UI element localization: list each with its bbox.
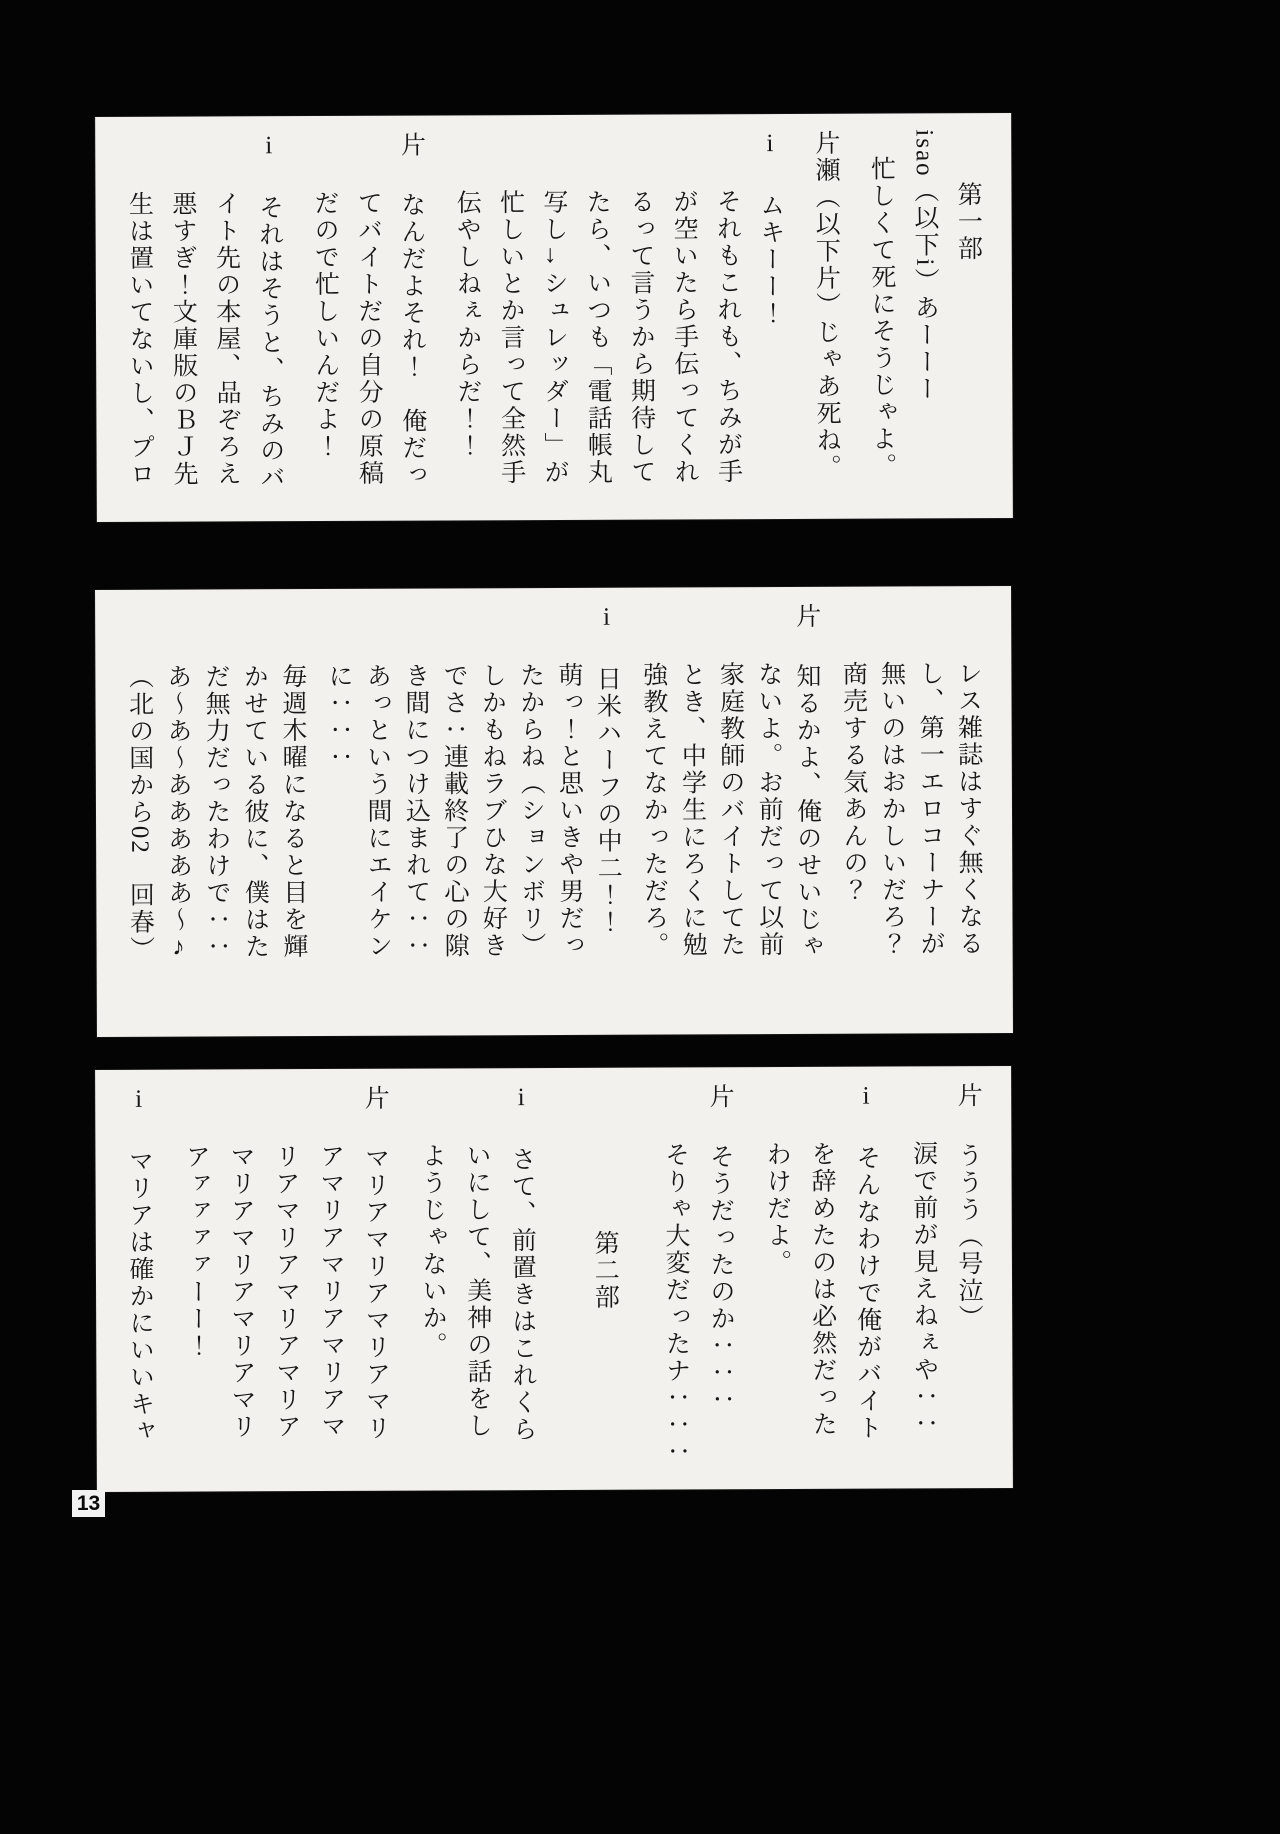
- text-column: そりゃ大変だったナ：：：: [661, 1141, 690, 1466]
- speaker-label: i: [255, 132, 283, 162]
- text-column: とき、中学生にろくに勉: [677, 661, 707, 959]
- text-column: ようじゃないか。: [418, 1142, 447, 1359]
- text-column: 商売する気あんの？: [839, 660, 868, 904]
- text-column: （北の国から02 回春）: [125, 663, 154, 963]
- text-column: るって言うから期待して: [626, 188, 655, 486]
- text-column: き間につけ込まれて：：: [401, 662, 430, 960]
- text-panel-part-two: [95, 1066, 1013, 1492]
- text-column: 毎週木曜になると目を輝: [278, 663, 307, 961]
- text-column: ないよ。お前だって以前: [754, 661, 783, 959]
- dialogue-start-column: [756, 130, 785, 503]
- dialogue-text: マリアは確かにいいキャ: [125, 1147, 154, 1445]
- section-title-column: 第一部: [954, 181, 982, 263]
- dialogue-start-column: [853, 1083, 882, 1473]
- speaker-label: 片: [397, 131, 425, 159]
- text-column: わけだよ。: [763, 1140, 791, 1277]
- page-number-badge: 13: [72, 1490, 105, 1517]
- dialogue-text: 知るかよ、俺のせいじゃ: [792, 662, 822, 960]
- text-column: でさ：連載終了の心の隙: [439, 662, 469, 960]
- text-column: 忙しいとか言って全然手: [496, 189, 525, 487]
- dialogue-text: そうだったのか：：：: [706, 1143, 735, 1414]
- speaker-label: 片: [792, 602, 820, 630]
- text-column: し、第一エロコーナーが: [915, 660, 945, 958]
- dialogue-start-column: [508, 1084, 537, 1474]
- text-column: 萌っ！と思いきや男だっ: [554, 661, 584, 959]
- dialogue-start-column: [793, 603, 822, 1018]
- text-column: に：：：: [324, 662, 353, 771]
- text-column: 生は置いてないし、プロ: [125, 190, 154, 488]
- text-column: レス雑誌はすぐ無くなる: [954, 660, 983, 958]
- text-column: 悪すぎ！文庫版のＢＪ先: [168, 190, 198, 488]
- text-column: 家庭教師のバイトしてた: [716, 661, 745, 959]
- speaker-label: 片: [954, 1082, 982, 1110]
- text-column: が空いたら手伝ってくれ: [669, 188, 699, 486]
- dialogue-text: ううう（号泣）: [954, 1142, 983, 1332]
- dialogue-start-column: [593, 604, 622, 1019]
- speaker-label: i: [125, 1085, 153, 1115]
- text-column: 涙で前が見えねぇや：：: [909, 1140, 938, 1438]
- text-column: あっという間にエイケン: [363, 662, 392, 960]
- text-column: だので忙しいんだよ！: [310, 189, 340, 461]
- speaker-label: i: [852, 1082, 880, 1112]
- text-column: アァァァァーー！: [182, 1143, 211, 1360]
- text-column: マリアマリアマリアマリ: [227, 1143, 256, 1441]
- dialogue-text: 日米ハーフの中二！！: [593, 665, 622, 936]
- text-column: それもこれも、ちみが手: [713, 188, 742, 486]
- dialogue-text: ムキーー！: [756, 191, 785, 328]
- speaker-label: i: [593, 603, 621, 633]
- speaker-label: 片: [706, 1083, 734, 1111]
- text-column: isao（以下i）あーーー: [910, 129, 939, 403]
- speaker-label: i: [756, 129, 784, 160]
- dialogue-text: さて、前置きはこれくら: [507, 1146, 537, 1444]
- speaker-label: 片: [361, 1084, 389, 1112]
- dialogue-text: そんなわけで俺がバイト: [852, 1144, 882, 1442]
- text-column: いにして、美神の話をし: [463, 1142, 492, 1440]
- text-column: あ～あ～あああああ～♪: [163, 663, 192, 963]
- speaker-label: i: [507, 1084, 535, 1114]
- dialogue-start-column: [361, 1085, 390, 1475]
- text-column: たからね（ションボリ）: [516, 662, 545, 960]
- text-column: イト先の本屋、品ぞろえ: [212, 190, 241, 488]
- text-panel-part-one: [95, 113, 1013, 522]
- text-column: 伝やしねぇからだ！！: [453, 189, 482, 460]
- text-column: 忙しくて死にそうじゃよ。: [867, 155, 896, 480]
- section-title-column: 第二部: [591, 1229, 619, 1311]
- text-column: リアマリアマリアマリア: [271, 1143, 301, 1441]
- text-column: 片瀬（以下片）じゃあ死ね。: [811, 129, 841, 481]
- dialogue-text: マリアマリアマリアマリ: [361, 1144, 390, 1442]
- dialogue-text: なんだよそれ！ 俺だっ: [397, 191, 426, 489]
- text-column: かせている彼に、僕はた: [240, 663, 269, 961]
- dialogue-start-column: [706, 1083, 735, 1473]
- text-column: 強教えてなかっただろ。: [639, 661, 668, 959]
- dialogue-start-column: [255, 132, 284, 505]
- text-column: だ無力だったわけで：：: [202, 663, 231, 961]
- text-column: てバイトだの自分の原稿: [354, 189, 383, 487]
- text-column: 写し→シュレッダー」が: [539, 188, 569, 487]
- dialogue-start-column: [397, 132, 426, 505]
- dialogue-start-column: [125, 1086, 154, 1476]
- dialogue-text: それはそうと、ちみのバ: [255, 194, 284, 492]
- text-column: しかもねラブひな大好き: [478, 662, 507, 960]
- text-column: たら、いつも「電話帳丸: [583, 188, 612, 486]
- text-panel-middle: [95, 586, 1013, 1037]
- text-column: を辞めたのは必然だった: [807, 1140, 837, 1438]
- dialogue-start-column: [954, 1082, 983, 1472]
- text-column: 無いのはおかしいだろ？: [877, 660, 906, 958]
- text-column: アマリアマリアマリアマ: [316, 1142, 345, 1441]
